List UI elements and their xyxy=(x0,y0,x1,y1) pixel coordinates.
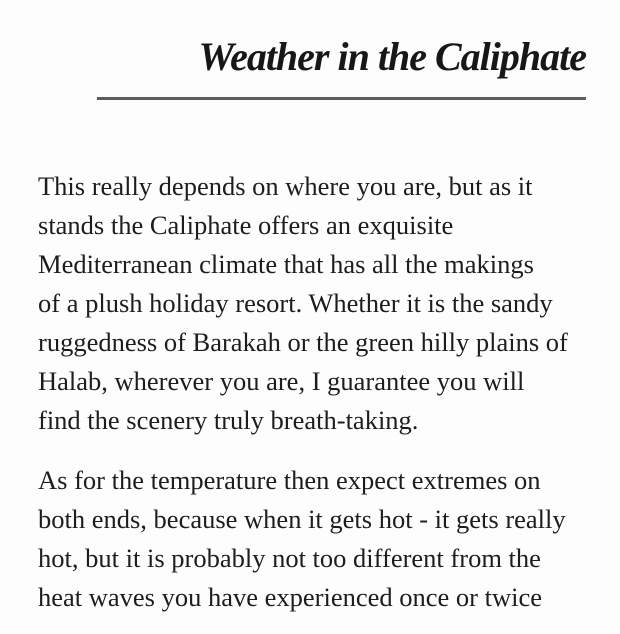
text-line: This really depends on where you are, but as it xyxy=(38,171,533,201)
text-line: stands the Caliphate offers an exquisite xyxy=(38,210,454,240)
page-title: Weather in the Caliphate xyxy=(198,34,586,79)
text-line: of a plush holiday resort. Whether it is the sandy xyxy=(38,288,553,318)
text-line: heat waves you have experienced once or twice xyxy=(38,582,542,612)
text-line: hot, but it is probably not too different from the xyxy=(38,543,541,573)
paragraph-temperature xyxy=(38,461,602,617)
paragraph-climate xyxy=(38,167,602,440)
text-line: Mediterranean climate that has all the makings xyxy=(38,249,534,279)
title-underline-rule xyxy=(97,97,586,100)
document-body xyxy=(38,167,602,617)
text-line: ruggedness of Barakah or the green hilly plains of xyxy=(38,327,568,357)
text-line: find the scenery truly breath-taking. xyxy=(38,405,419,435)
text-line: Halab, wherever you are, I guarantee you will xyxy=(38,366,525,396)
text-line: As for the temperature then expect extremes on xyxy=(38,465,541,495)
text-line: both ends, because when it gets hot - it gets really xyxy=(38,504,566,534)
